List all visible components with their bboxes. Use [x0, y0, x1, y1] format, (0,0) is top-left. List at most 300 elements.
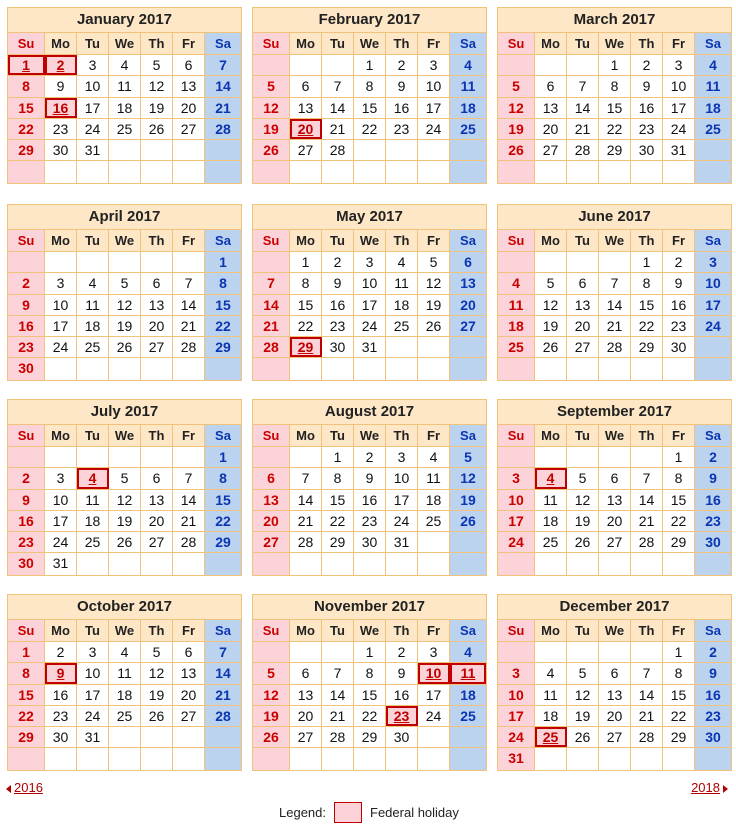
- day-cell[interactable]: 11: [535, 685, 567, 705]
- day-cell[interactable]: 28: [205, 706, 241, 726]
- day-cell[interactable]: 24: [77, 119, 109, 139]
- day-cell[interactable]: 11: [695, 76, 731, 96]
- day-cell[interactable]: 6: [599, 468, 631, 488]
- day-cell[interactable]: 4: [77, 273, 109, 293]
- day-cell[interactable]: 16: [386, 685, 418, 705]
- day-cell[interactable]: 19: [567, 511, 599, 531]
- day-cell[interactable]: 21: [631, 706, 663, 726]
- day-cell[interactable]: 24: [45, 337, 77, 357]
- day-cell[interactable]: 8: [599, 76, 631, 96]
- day-cell[interactable]: 4: [386, 252, 418, 272]
- day-cell[interactable]: 13: [173, 76, 205, 96]
- day-cell[interactable]: 15: [8, 685, 45, 705]
- holiday-day-cell[interactable]: 25: [535, 727, 567, 747]
- day-cell[interactable]: 22: [663, 511, 695, 531]
- day-cell[interactable]: 11: [418, 468, 450, 488]
- day-cell[interactable]: 21: [290, 511, 322, 531]
- day-cell[interactable]: 26: [141, 119, 173, 139]
- day-cell[interactable]: 21: [253, 316, 290, 336]
- day-cell[interactable]: 17: [77, 98, 109, 118]
- day-cell[interactable]: 18: [450, 98, 486, 118]
- day-cell[interactable]: 15: [322, 490, 354, 510]
- day-cell[interactable]: 16: [663, 295, 695, 315]
- day-cell[interactable]: 5: [567, 663, 599, 683]
- prev-year-link[interactable]: [6, 780, 43, 795]
- day-cell[interactable]: 24: [695, 316, 731, 336]
- day-cell[interactable]: 13: [567, 295, 599, 315]
- day-cell[interactable]: 4: [109, 55, 141, 75]
- day-cell[interactable]: 6: [599, 663, 631, 683]
- day-cell[interactable]: 8: [322, 468, 354, 488]
- day-cell[interactable]: 18: [418, 490, 450, 510]
- day-cell[interactable]: 21: [205, 98, 241, 118]
- day-cell[interactable]: 1: [663, 642, 695, 662]
- day-cell[interactable]: 29: [663, 532, 695, 552]
- day-cell[interactable]: 20: [567, 316, 599, 336]
- day-cell[interactable]: 27: [173, 119, 205, 139]
- day-cell[interactable]: 9: [695, 468, 731, 488]
- day-cell[interactable]: 7: [290, 468, 322, 488]
- day-cell[interactable]: 14: [205, 76, 241, 96]
- day-cell[interactable]: 10: [77, 663, 109, 683]
- day-cell[interactable]: 19: [109, 316, 141, 336]
- day-cell[interactable]: 15: [205, 490, 241, 510]
- day-cell[interactable]: 10: [498, 490, 535, 510]
- day-cell[interactable]: 30: [631, 140, 663, 160]
- day-cell[interactable]: 11: [77, 295, 109, 315]
- day-cell[interactable]: 15: [354, 98, 386, 118]
- day-cell[interactable]: 20: [535, 119, 567, 139]
- day-cell[interactable]: 3: [418, 642, 450, 662]
- day-cell[interactable]: 18: [109, 98, 141, 118]
- day-cell[interactable]: 17: [77, 685, 109, 705]
- day-cell[interactable]: 22: [8, 706, 45, 726]
- day-cell[interactable]: 25: [695, 119, 731, 139]
- day-cell[interactable]: 2: [695, 642, 731, 662]
- day-cell[interactable]: 26: [253, 727, 290, 747]
- day-cell[interactable]: 5: [141, 55, 173, 75]
- day-cell[interactable]: 13: [141, 490, 173, 510]
- day-cell[interactable]: 9: [8, 490, 45, 510]
- day-cell[interactable]: 23: [45, 119, 77, 139]
- day-cell[interactable]: 13: [599, 490, 631, 510]
- holiday-day-cell[interactable]: 4: [535, 468, 567, 488]
- day-cell[interactable]: 4: [418, 447, 450, 467]
- day-cell[interactable]: 3: [695, 252, 731, 272]
- day-cell[interactable]: 23: [322, 316, 354, 336]
- day-cell[interactable]: 5: [418, 252, 450, 272]
- day-cell[interactable]: 28: [173, 532, 205, 552]
- day-cell[interactable]: 18: [535, 706, 567, 726]
- day-cell[interactable]: 26: [450, 511, 486, 531]
- holiday-day-cell[interactable]: 20: [290, 119, 322, 139]
- day-cell[interactable]: 23: [8, 532, 45, 552]
- day-cell[interactable]: 1: [663, 447, 695, 467]
- holiday-day-cell[interactable]: 10: [418, 663, 450, 683]
- day-cell[interactable]: 14: [205, 663, 241, 683]
- day-cell[interactable]: 9: [322, 273, 354, 293]
- day-cell[interactable]: 6: [290, 663, 322, 683]
- day-cell[interactable]: 21: [599, 316, 631, 336]
- day-cell[interactable]: 7: [599, 273, 631, 293]
- day-cell[interactable]: 11: [386, 273, 418, 293]
- day-cell[interactable]: 21: [205, 685, 241, 705]
- day-cell[interactable]: 27: [567, 337, 599, 357]
- day-cell[interactable]: 12: [450, 468, 486, 488]
- day-cell[interactable]: 6: [141, 273, 173, 293]
- day-cell[interactable]: 14: [253, 295, 290, 315]
- day-cell[interactable]: 14: [290, 490, 322, 510]
- day-cell[interactable]: 25: [418, 511, 450, 531]
- day-cell[interactable]: 3: [77, 55, 109, 75]
- day-cell[interactable]: 10: [354, 273, 386, 293]
- day-cell[interactable]: 18: [450, 685, 486, 705]
- day-cell[interactable]: 7: [205, 642, 241, 662]
- day-cell[interactable]: 2: [695, 447, 731, 467]
- day-cell[interactable]: 16: [386, 98, 418, 118]
- day-cell[interactable]: 3: [386, 447, 418, 467]
- day-cell[interactable]: 9: [386, 663, 418, 683]
- day-cell[interactable]: 7: [567, 76, 599, 96]
- day-cell[interactable]: 24: [418, 706, 450, 726]
- day-cell[interactable]: 10: [45, 295, 77, 315]
- day-cell[interactable]: 28: [322, 140, 354, 160]
- day-cell[interactable]: 4: [695, 55, 731, 75]
- day-cell[interactable]: 19: [450, 490, 486, 510]
- day-cell[interactable]: 26: [567, 532, 599, 552]
- day-cell[interactable]: 19: [253, 119, 290, 139]
- day-cell[interactable]: 2: [386, 55, 418, 75]
- day-cell[interactable]: 12: [253, 98, 290, 118]
- day-cell[interactable]: 13: [253, 490, 290, 510]
- day-cell[interactable]: 22: [205, 511, 241, 531]
- day-cell[interactable]: 11: [77, 490, 109, 510]
- day-cell[interactable]: 31: [45, 553, 77, 574]
- day-cell[interactable]: 27: [173, 706, 205, 726]
- day-cell[interactable]: 28: [205, 119, 241, 139]
- day-cell[interactable]: 1: [599, 55, 631, 75]
- day-cell[interactable]: 7: [322, 663, 354, 683]
- day-cell[interactable]: 30: [663, 337, 695, 357]
- day-cell[interactable]: 4: [109, 642, 141, 662]
- day-cell[interactable]: 3: [45, 273, 77, 293]
- day-cell[interactable]: 12: [498, 98, 535, 118]
- day-cell[interactable]: 17: [386, 490, 418, 510]
- day-cell[interactable]: 31: [498, 748, 535, 769]
- day-cell[interactable]: 28: [173, 337, 205, 357]
- day-cell[interactable]: 12: [109, 490, 141, 510]
- day-cell[interactable]: 6: [253, 468, 290, 488]
- day-cell[interactable]: 11: [535, 490, 567, 510]
- holiday-day-cell[interactable]: 4: [77, 468, 109, 488]
- day-cell[interactable]: 22: [8, 119, 45, 139]
- day-cell[interactable]: 30: [695, 532, 731, 552]
- day-cell[interactable]: 30: [45, 140, 77, 160]
- day-cell[interactable]: 11: [109, 663, 141, 683]
- holiday-day-cell[interactable]: 2: [45, 55, 77, 75]
- day-cell[interactable]: 12: [418, 273, 450, 293]
- day-cell[interactable]: 18: [695, 98, 731, 118]
- day-cell[interactable]: 22: [205, 316, 241, 336]
- day-cell[interactable]: 17: [354, 295, 386, 315]
- holiday-day-cell[interactable]: 16: [45, 98, 77, 118]
- day-cell[interactable]: 1: [322, 447, 354, 467]
- day-cell[interactable]: 22: [599, 119, 631, 139]
- day-cell[interactable]: 29: [322, 532, 354, 552]
- day-cell[interactable]: 13: [535, 98, 567, 118]
- day-cell[interactable]: 16: [695, 685, 731, 705]
- day-cell[interactable]: 25: [498, 337, 535, 357]
- day-cell[interactable]: 30: [354, 532, 386, 552]
- day-cell[interactable]: 12: [567, 490, 599, 510]
- day-cell[interactable]: 20: [450, 295, 486, 315]
- day-cell[interactable]: 10: [386, 468, 418, 488]
- day-cell[interactable]: 7: [631, 663, 663, 683]
- day-cell[interactable]: 30: [322, 337, 354, 357]
- day-cell[interactable]: 16: [8, 511, 45, 531]
- day-cell[interactable]: 1: [205, 252, 241, 272]
- day-cell[interactable]: 27: [535, 140, 567, 160]
- day-cell[interactable]: 25: [77, 337, 109, 357]
- day-cell[interactable]: 9: [695, 663, 731, 683]
- day-cell[interactable]: 29: [205, 337, 241, 357]
- day-cell[interactable]: 21: [173, 316, 205, 336]
- day-cell[interactable]: 10: [663, 76, 695, 96]
- day-cell[interactable]: 14: [173, 490, 205, 510]
- day-cell[interactable]: 18: [77, 316, 109, 336]
- day-cell[interactable]: 17: [663, 98, 695, 118]
- day-cell[interactable]: 21: [631, 511, 663, 531]
- day-cell[interactable]: 7: [173, 273, 205, 293]
- day-cell[interactable]: 16: [354, 490, 386, 510]
- day-cell[interactable]: 24: [45, 532, 77, 552]
- day-cell[interactable]: 27: [450, 316, 486, 336]
- day-cell[interactable]: 3: [354, 252, 386, 272]
- day-cell[interactable]: 18: [386, 295, 418, 315]
- day-cell[interactable]: 14: [567, 98, 599, 118]
- day-cell[interactable]: 15: [290, 295, 322, 315]
- day-cell[interactable]: 19: [498, 119, 535, 139]
- day-cell[interactable]: 8: [290, 273, 322, 293]
- day-cell[interactable]: 29: [205, 532, 241, 552]
- day-cell[interactable]: 17: [695, 295, 731, 315]
- day-cell[interactable]: 6: [535, 76, 567, 96]
- day-cell[interactable]: 23: [45, 706, 77, 726]
- day-cell[interactable]: 27: [599, 532, 631, 552]
- day-cell[interactable]: 14: [322, 685, 354, 705]
- day-cell[interactable]: 3: [418, 55, 450, 75]
- day-cell[interactable]: 3: [45, 468, 77, 488]
- day-cell[interactable]: 27: [599, 727, 631, 747]
- day-cell[interactable]: 22: [354, 119, 386, 139]
- day-cell[interactable]: 27: [290, 140, 322, 160]
- day-cell[interactable]: 5: [535, 273, 567, 293]
- day-cell[interactable]: 29: [8, 727, 45, 747]
- day-cell[interactable]: 28: [253, 337, 290, 357]
- day-cell[interactable]: 5: [109, 273, 141, 293]
- day-cell[interactable]: 30: [45, 727, 77, 747]
- day-cell[interactable]: 25: [109, 119, 141, 139]
- day-cell[interactable]: 13: [599, 685, 631, 705]
- day-cell[interactable]: 26: [535, 337, 567, 357]
- day-cell[interactable]: 6: [290, 76, 322, 96]
- day-cell[interactable]: 25: [450, 119, 486, 139]
- day-cell[interactable]: 8: [205, 273, 241, 293]
- day-cell[interactable]: 3: [498, 663, 535, 683]
- day-cell[interactable]: 14: [631, 685, 663, 705]
- day-cell[interactable]: 25: [109, 706, 141, 726]
- day-cell[interactable]: 20: [141, 316, 173, 336]
- day-cell[interactable]: 20: [599, 511, 631, 531]
- day-cell[interactable]: 24: [77, 706, 109, 726]
- day-cell[interactable]: 8: [8, 76, 45, 96]
- day-cell[interactable]: 17: [45, 316, 77, 336]
- day-cell[interactable]: 28: [631, 532, 663, 552]
- day-cell[interactable]: 23: [631, 119, 663, 139]
- day-cell[interactable]: 13: [290, 98, 322, 118]
- day-cell[interactable]: 24: [386, 511, 418, 531]
- day-cell[interactable]: 2: [8, 468, 45, 488]
- day-cell[interactable]: 2: [8, 273, 45, 293]
- day-cell[interactable]: 24: [354, 316, 386, 336]
- day-cell[interactable]: 7: [322, 76, 354, 96]
- day-cell[interactable]: 21: [322, 706, 354, 726]
- day-cell[interactable]: 6: [173, 642, 205, 662]
- day-cell[interactable]: 20: [253, 511, 290, 531]
- day-cell[interactable]: 16: [695, 490, 731, 510]
- day-cell[interactable]: 1: [290, 252, 322, 272]
- day-cell[interactable]: 15: [354, 685, 386, 705]
- day-cell[interactable]: 8: [354, 76, 386, 96]
- day-cell[interactable]: 15: [8, 98, 45, 118]
- day-cell[interactable]: 13: [450, 273, 486, 293]
- day-cell[interactable]: 26: [418, 316, 450, 336]
- day-cell[interactable]: 9: [386, 76, 418, 96]
- day-cell[interactable]: 19: [141, 98, 173, 118]
- day-cell[interactable]: 4: [450, 55, 486, 75]
- day-cell[interactable]: 5: [141, 642, 173, 662]
- day-cell[interactable]: 27: [141, 532, 173, 552]
- day-cell[interactable]: 23: [695, 706, 731, 726]
- day-cell[interactable]: 11: [450, 76, 486, 96]
- day-cell[interactable]: 19: [567, 706, 599, 726]
- day-cell[interactable]: 29: [354, 727, 386, 747]
- day-cell[interactable]: 17: [498, 511, 535, 531]
- day-cell[interactable]: 2: [322, 252, 354, 272]
- day-cell[interactable]: 23: [663, 316, 695, 336]
- day-cell[interactable]: 3: [77, 642, 109, 662]
- day-cell[interactable]: 28: [290, 532, 322, 552]
- day-cell[interactable]: 24: [498, 532, 535, 552]
- day-cell[interactable]: 26: [498, 140, 535, 160]
- day-cell[interactable]: 12: [535, 295, 567, 315]
- day-cell[interactable]: 25: [535, 532, 567, 552]
- day-cell[interactable]: 13: [173, 663, 205, 683]
- day-cell[interactable]: 5: [498, 76, 535, 96]
- day-cell[interactable]: 7: [205, 55, 241, 75]
- day-cell[interactable]: 29: [8, 140, 45, 160]
- day-cell[interactable]: 24: [498, 727, 535, 747]
- day-cell[interactable]: 15: [663, 490, 695, 510]
- day-cell[interactable]: 18: [77, 511, 109, 531]
- day-cell[interactable]: 14: [322, 98, 354, 118]
- day-cell[interactable]: 18: [535, 511, 567, 531]
- day-cell[interactable]: 15: [631, 295, 663, 315]
- day-cell[interactable]: 12: [141, 76, 173, 96]
- day-cell[interactable]: 30: [386, 727, 418, 747]
- day-cell[interactable]: 9: [663, 273, 695, 293]
- day-cell[interactable]: 9: [8, 295, 45, 315]
- day-cell[interactable]: 3: [663, 55, 695, 75]
- day-cell[interactable]: 4: [498, 273, 535, 293]
- day-cell[interactable]: 20: [141, 511, 173, 531]
- day-cell[interactable]: 10: [695, 273, 731, 293]
- day-cell[interactable]: 14: [173, 295, 205, 315]
- day-cell[interactable]: 15: [205, 295, 241, 315]
- day-cell[interactable]: 13: [141, 295, 173, 315]
- day-cell[interactable]: 21: [322, 119, 354, 139]
- day-cell[interactable]: 24: [418, 119, 450, 139]
- day-cell[interactable]: 21: [173, 511, 205, 531]
- day-cell[interactable]: 20: [290, 706, 322, 726]
- day-cell[interactable]: 23: [354, 511, 386, 531]
- day-cell[interactable]: 17: [418, 685, 450, 705]
- holiday-day-cell[interactable]: 11: [450, 663, 486, 683]
- day-cell[interactable]: 7: [631, 468, 663, 488]
- day-cell[interactable]: 25: [77, 532, 109, 552]
- day-cell[interactable]: 27: [141, 337, 173, 357]
- day-cell[interactable]: 13: [290, 685, 322, 705]
- day-cell[interactable]: 23: [386, 119, 418, 139]
- day-cell[interactable]: 16: [8, 316, 45, 336]
- day-cell[interactable]: 16: [45, 685, 77, 705]
- day-cell[interactable]: 21: [567, 119, 599, 139]
- day-cell[interactable]: 17: [498, 706, 535, 726]
- day-cell[interactable]: 29: [599, 140, 631, 160]
- day-cell[interactable]: 26: [109, 532, 141, 552]
- day-cell[interactable]: 14: [599, 295, 631, 315]
- day-cell[interactable]: 31: [386, 532, 418, 552]
- day-cell[interactable]: 26: [253, 140, 290, 160]
- day-cell[interactable]: 8: [663, 468, 695, 488]
- day-cell[interactable]: 6: [450, 252, 486, 272]
- day-cell[interactable]: 16: [631, 98, 663, 118]
- day-cell[interactable]: 6: [141, 468, 173, 488]
- day-cell[interactable]: 31: [77, 727, 109, 747]
- day-cell[interactable]: 22: [631, 316, 663, 336]
- day-cell[interactable]: 22: [290, 316, 322, 336]
- day-cell[interactable]: 7: [253, 273, 290, 293]
- day-cell[interactable]: 26: [567, 727, 599, 747]
- day-cell[interactable]: 15: [599, 98, 631, 118]
- day-cell[interactable]: 5: [450, 447, 486, 467]
- holiday-day-cell[interactable]: 9: [45, 663, 77, 683]
- day-cell[interactable]: 9: [45, 76, 77, 96]
- holiday-day-cell[interactable]: 29: [290, 337, 322, 357]
- day-cell[interactable]: 2: [354, 447, 386, 467]
- day-cell[interactable]: 19: [253, 706, 290, 726]
- day-cell[interactable]: 25: [450, 706, 486, 726]
- day-cell[interactable]: 3: [498, 468, 535, 488]
- day-cell[interactable]: 29: [631, 337, 663, 357]
- day-cell[interactable]: 8: [663, 663, 695, 683]
- day-cell[interactable]: 9: [631, 76, 663, 96]
- day-cell[interactable]: 19: [109, 511, 141, 531]
- day-cell[interactable]: 22: [322, 511, 354, 531]
- day-cell[interactable]: 28: [567, 140, 599, 160]
- day-cell[interactable]: 30: [695, 727, 731, 747]
- day-cell[interactable]: 1: [354, 55, 386, 75]
